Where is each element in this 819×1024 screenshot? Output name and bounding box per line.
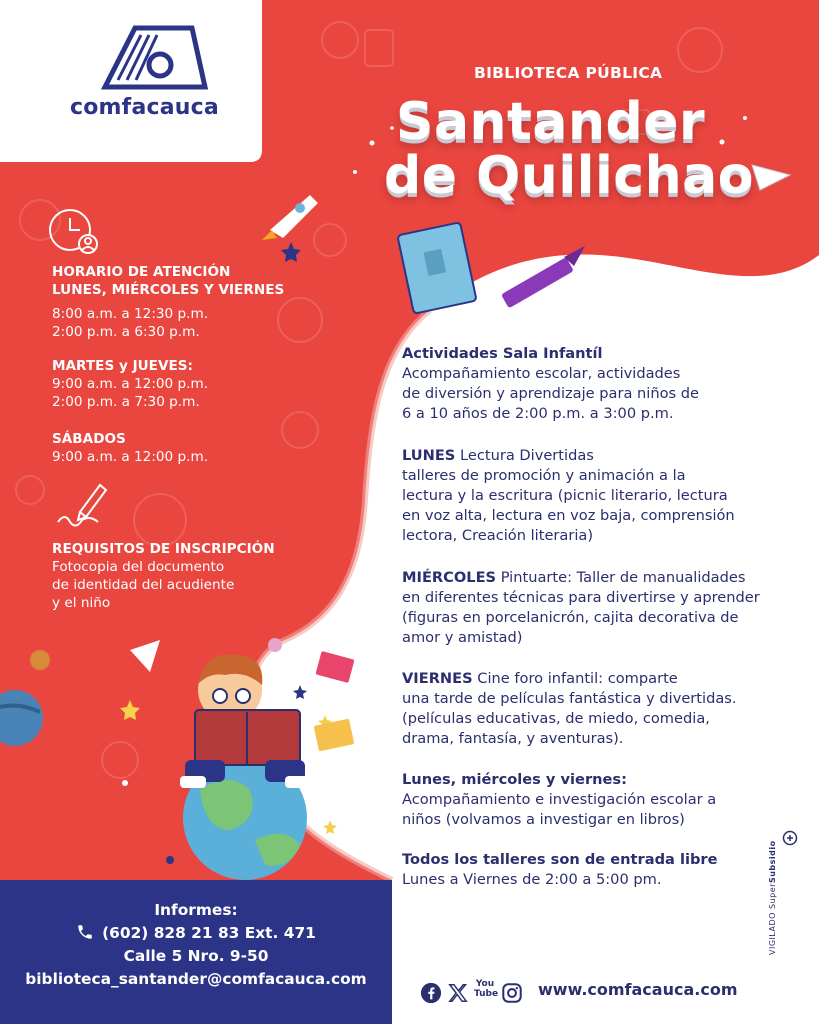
youtube-label: You Tube	[474, 979, 499, 999]
instagram-icon[interactable]	[501, 982, 523, 1004]
activity-line: niños (volvamos a investigar en libros)	[402, 811, 685, 828]
activity-block-lmv	[402, 770, 802, 830]
activity-block-miercoles	[402, 568, 802, 648]
activity-line: talleres de promoción y animación a la	[402, 467, 686, 484]
activity-subtitle: Cine foro infantil: comparte	[472, 670, 678, 687]
logo-panel	[0, 0, 262, 162]
schedule-mj-1: 9:00 a.m. a 12:00 p.m.	[52, 376, 209, 392]
kid-reading-illustration	[180, 654, 311, 880]
pretitle: BIBLIOTECA PÚBLICA	[474, 64, 663, 82]
schedule-lmv-1: 8:00 a.m. a 12:30 p.m.	[52, 306, 209, 322]
schedule-heading	[52, 263, 284, 299]
facebook-icon[interactable]	[420, 982, 442, 1004]
schedule-heading-line2: LUNES, MIÉRCOLES Y VIERNES	[52, 282, 285, 298]
requirements-3: y el niño	[52, 595, 111, 611]
activity-line: en diferentes técnicas para divertirse y aprender	[402, 589, 760, 606]
schedule-lmv	[52, 305, 208, 341]
activity-line: (figuras en porcelanicrón, cajita decorativa de	[402, 609, 739, 626]
contact-title: Informes:	[154, 901, 238, 919]
activity-heading: Todos los talleres son de entrada libre	[402, 851, 718, 868]
vigilado-supersubsidio	[768, 755, 777, 955]
activity-heading: LUNES	[402, 447, 456, 464]
activity-line: de diversión y aprendizaje para niños de	[402, 385, 700, 402]
schedule-lmv-2: 2:00 p.m. a 6:30 p.m.	[52, 324, 200, 340]
activity-line: una tarde de películas fantástica y divertidas.	[402, 690, 737, 707]
activity-line: 6 a 10 años de 2:00 p.m. a 3:00 p.m.	[402, 405, 674, 422]
activity-subtitle: Lectura Divertidas	[455, 447, 594, 464]
page-title-line2: de Quilichao	[384, 146, 754, 206]
schedule-mj-heading: MARTES y JUEVES:	[52, 358, 193, 374]
supersubsidio-logo-icon	[782, 830, 798, 846]
schedule-sab-heading: SÁBADOS	[52, 431, 126, 447]
activity-line: Acompañamiento e investigación escolar a	[402, 791, 717, 808]
contact-phone-text[interactable]: (602) 828 21 83 Ext. 471	[102, 924, 316, 942]
activity-block-viernes	[402, 669, 802, 749]
requirements-1: Fotocopia del documento	[52, 559, 225, 575]
page-title-line1: Santander	[396, 92, 706, 152]
activity-heading: Lunes, miércoles y viernes:	[402, 771, 627, 788]
phone-icon	[76, 923, 94, 941]
activity-line: en voz alta, lectura en voz baja, comprensión	[402, 507, 735, 524]
activity-block-free-entry	[402, 850, 802, 890]
requirements	[52, 540, 275, 612]
schedule-heading-line1: HORARIO DE ATENCIÓN	[52, 264, 231, 280]
website-link[interactable]: www.comfacauca.com	[538, 980, 738, 999]
activity-block-sala-infantil	[402, 344, 802, 424]
requirements-heading: REQUISITOS DE INSCRIPCIÓN	[52, 541, 275, 557]
logo-text: comfacauca	[70, 95, 219, 120]
schedule-mj	[52, 357, 208, 411]
activity-line: amor y amistad)	[402, 629, 523, 646]
activity-line: Lunes a Viernes de 2:00 a 5:00 pm.	[402, 871, 662, 888]
schedule-sab-1: 9:00 a.m. a 12:00 p.m.	[52, 449, 209, 465]
activity-line: lectura y la escritura (picnic literario, lectura	[402, 487, 728, 504]
contact-address: Calle 5 Nro. 9-50	[123, 947, 269, 965]
activity-line: (películas educativas, de miedo, comedia,	[402, 710, 710, 727]
flying-books-illustration	[314, 651, 355, 751]
activity-heading: VIERNES	[402, 670, 473, 687]
vigilado-super: Super	[768, 883, 777, 909]
requirements-2: de identidad del acudiente	[52, 577, 235, 593]
schedule-sab	[52, 430, 208, 466]
activity-subtitle: Pintuarte: Taller de manualidades	[496, 569, 746, 586]
vigilado-label: VIGILADO	[768, 908, 777, 955]
activity-line: drama, fantasía, y aventuras).	[402, 730, 624, 747]
contact-email[interactable]: biblioteca_santander@comfacauca.com	[25, 970, 367, 988]
vigilado-subsidio: Subsidio	[768, 840, 777, 884]
schedule-mj-2: 2:00 p.m. a 7:30 p.m.	[52, 394, 200, 410]
activity-line: lectora, Creación literaria)	[402, 527, 594, 544]
youtube-icon[interactable]	[474, 979, 499, 1005]
contact-phone	[0, 922, 392, 945]
activity-line: Acompañamiento escolar, actividades	[402, 365, 681, 382]
activity-block-lunes	[402, 446, 802, 546]
x-twitter-icon[interactable]	[447, 982, 469, 1004]
activity-heading: MIÉRCOLES	[402, 569, 497, 586]
activity-heading: Actividades Sala Infantíl	[402, 345, 603, 362]
